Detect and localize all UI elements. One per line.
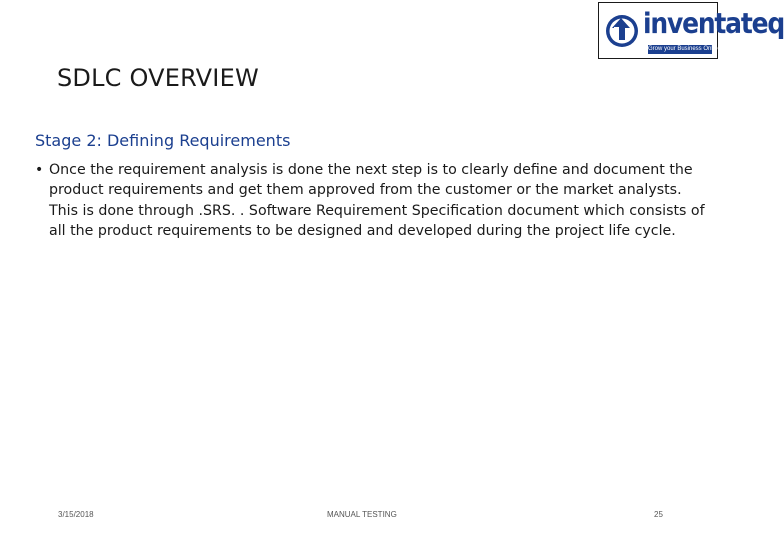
page-number: 25 [654,510,663,519]
bullet-dot: • [35,162,44,178]
slide-title: SDLC OVERVIEW [57,64,259,92]
person-arrow-logo-icon [599,3,645,59]
bullet-list [35,160,705,241]
bullet-text: Once the requirement analysis is done the next step is to clearly define and document the product requirements and get them approved from the customer or the market analysts. This is done through .SRS. . Software Requirement Specification document which consists of all the product requirements to be designed and developed during the project life cycle. [49,162,705,239]
logo-wordmark: inventateq [643,6,784,41]
footer-date: 3/15/2018 [58,510,94,519]
slide-subtitle: Stage 2: Defining Requirements [35,131,291,150]
company-logo [598,2,784,59]
bullet-item [35,160,705,241]
logo-tagline: Grow your Business Online [648,46,721,52]
footer-title: MANUAL TESTING [327,510,397,519]
